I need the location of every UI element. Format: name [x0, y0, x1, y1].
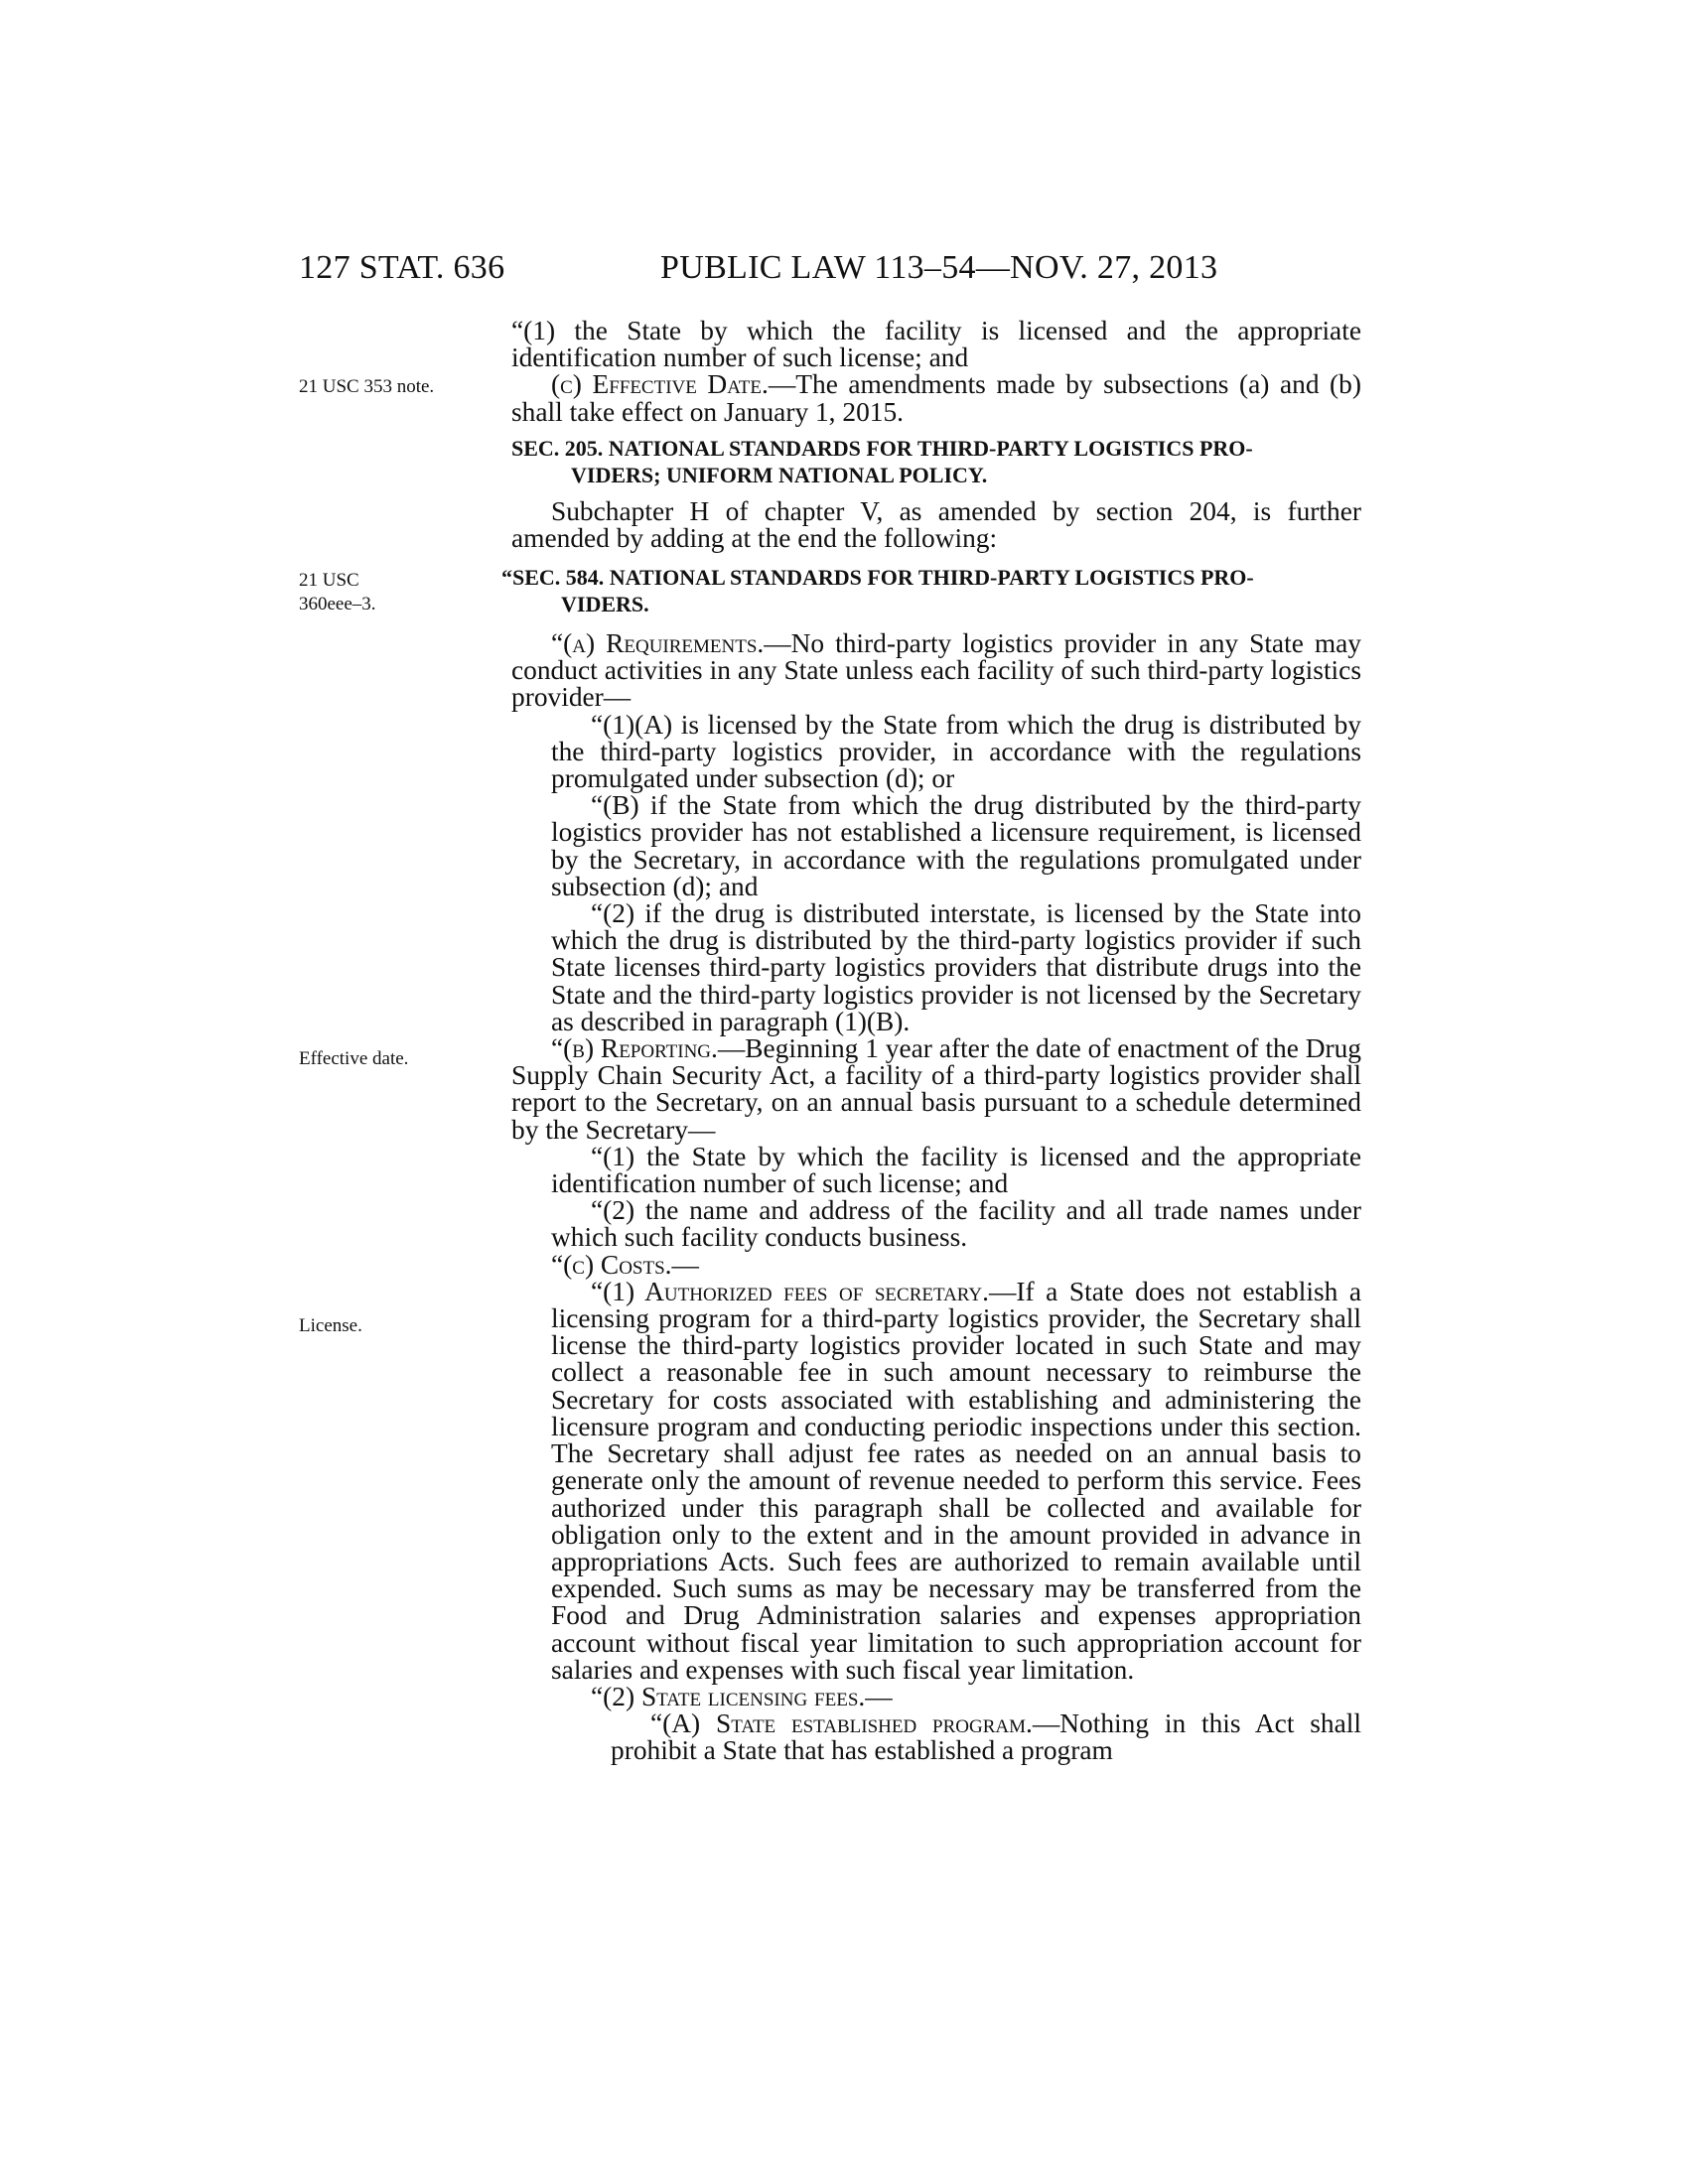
text-costs-dash: —: [671, 1249, 699, 1280]
text-reporting: —Beginning 1 year after the date of enactment of the Drug Supply Chain Security Act, a facility of a third-party logistics provider shall report to the Secretary, on an annual basis pursuant to a schedule determined by the Secretary—: [511, 1033, 1362, 1145]
body-block-top: [511, 318, 1361, 426]
paragraph-c-2-A: [511, 1710, 1361, 1764]
margin-note-usc-360eee-3-line2: 360eee–3.: [299, 594, 376, 614]
page-stat-citation: 127 STAT. 636: [299, 249, 505, 286]
paragraph-b-2: “(2) the name and address of the facility and all trade names under which such facility conducts business.: [551, 1195, 1361, 1253]
text-effective-date: —The amendments made by subsections (a) and (b) shall take effect on January 1, 2015.: [511, 369, 1361, 427]
margin-note-usc-353: 21 USC 353 note.: [299, 376, 435, 397]
heading-state-licensing-fees: “(2) State licensing fees.: [591, 1681, 866, 1711]
section-584-heading-line2: VIDERS.: [561, 592, 649, 616]
paragraph-subchapter-h: Subchapter H of chapter V, as amended by section 204, is further amended by adding at the end the following:: [511, 496, 1361, 554]
section-584-heading-line1: “SEC. 584. NATIONAL STANDARDS FOR THIRD-PARTY LOGISTICS PRO-: [501, 565, 1254, 590]
paragraph-a-1-B: “(B) if the State from which the drug distributed by the third-party logistics provider has not established a licensure requirement, is licensed by the Secretary, in accordance with the regulations promulgated under subsection (d); and: [551, 790, 1361, 901]
paragraph-a-2: “(2) if the drug is distributed interstate, is licensed by the State into which the drug is distributed by the third-party logistics provider if such State licenses third-party logistics providers that distribute drugs into the State and the third-party logistics provider is not licensed by the Secretary as described in paragraph (1)(B).: [551, 898, 1361, 1036]
paragraph-a-1-A: “(1)(A) is licensed by the State from which the drug is distributed by the third-party logistics provider, in accordance with the regulations promulgated under subsection (d); or: [551, 709, 1361, 794]
body-block-subchapter: [511, 498, 1361, 552]
text-state-established-program: —Nothing in this Act shall prohibit a State that has established a program: [611, 1708, 1361, 1766]
heading-authorized-fees: “(1) Authorized fees of secretary.: [591, 1276, 989, 1306]
heading-costs: “(c) Costs.: [551, 1249, 672, 1280]
paragraph-a-requirements: [511, 630, 1361, 712]
paragraph-effective-date: [511, 371, 1361, 425]
section-205-heading: [511, 435, 1365, 488]
paragraph-c-costs: [511, 1249, 1361, 1280]
section-205-heading-line2: VIDERS; UNIFORM NATIONAL POLICY.: [571, 463, 988, 487]
paragraph-c-2-state-fees: [511, 1681, 1361, 1711]
heading-reporting: “(b) Reporting.: [551, 1033, 718, 1064]
text-state-fees-dash: —: [865, 1681, 893, 1711]
text-authorized-fees: —If a State does not establish a licensing program for a third-party logistics provider, the Secretary shall license the third-party logistics provider located in such State and may collect a reasonable fee in such amount necessary to reimburse the Secretary for costs associated with establishing and administering the licensure program and conducting periodic inspections under this section. The Secretary shall adjust fee rates as needed on an annual basis to generate only the amount of revenue needed to perform this service. Fees authorized under this paragraph shall be collected and available for obligation only to the extent and in the amount provided in advance in appropriations Acts. Such fees are authorized to remain available until expended. Such sums as may be necessary may be transferred from the Food and Drug Administration salaries and expenses appropriation account without fiscal year limitation to such appropriation account for salaries and expenses with such fiscal year limitation.: [551, 1276, 1361, 1685]
margin-note-usc-360eee-3-line1: 21 USC: [299, 570, 359, 591]
paragraph-b-reporting: [511, 1035, 1361, 1144]
paragraph-continuation: “(1) the State by which the facility is licensed and the appropriate identification number of such license; and: [511, 316, 1361, 373]
body-block-main: [511, 630, 1361, 1765]
margin-note-effective-date: Effective date.: [299, 1048, 409, 1069]
margin-note-license: License.: [299, 1315, 362, 1336]
heading-requirements: “(a) Requirements.: [551, 628, 765, 658]
text-requirements: —No third-party logistics provider in any State may conduct activities in any State unless each facility of such third-party logistics provider—: [511, 628, 1361, 713]
heading-state-established-program: “(A) State established program.: [650, 1708, 1033, 1739]
heading-effective-date: (c) Effective Date.: [551, 369, 769, 400]
section-205-heading-line1: SEC. 205. NATIONAL STANDARDS FOR THIRD-PARTY LOGISTICS PRO-: [511, 436, 1253, 461]
section-584-heading: [501, 564, 1365, 617]
page-running-head: PUBLIC LAW 113–54—NOV. 27, 2013: [660, 249, 1218, 286]
paragraph-b-1: “(1) the State by which the facility is licensed and the appropriate identification number of such license; and: [551, 1141, 1361, 1199]
paragraph-c-1-authorized-fees: [511, 1276, 1361, 1685]
